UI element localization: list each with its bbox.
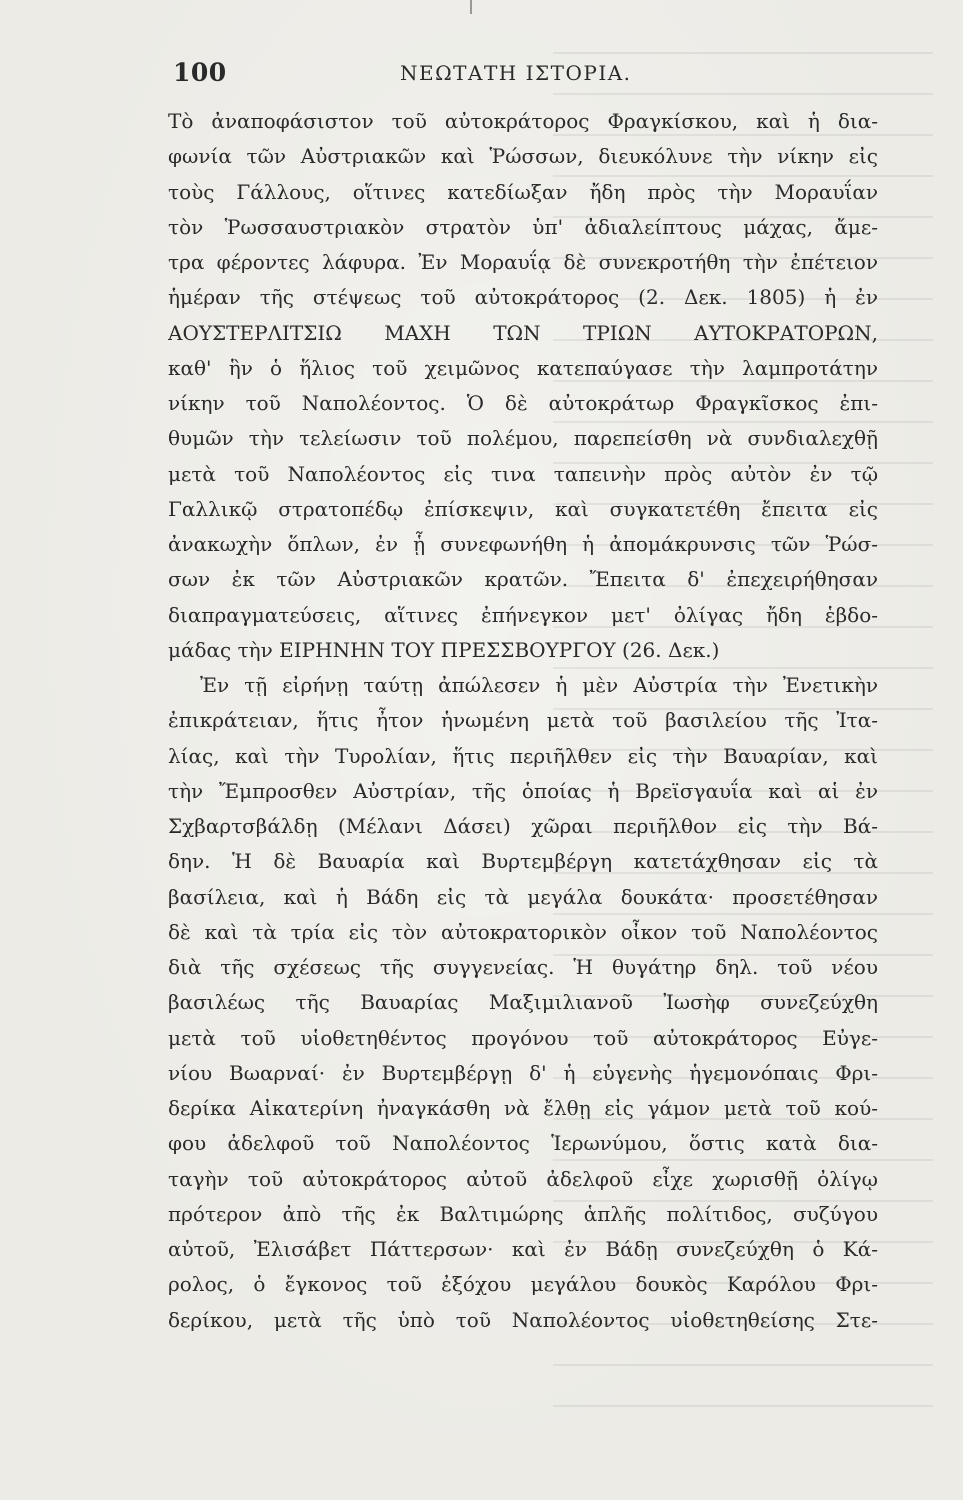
text-line: καθ' ἣν ὁ ἥλιος τοῦ χειμῶνος κατεπαύγασε τὴν λαμπροτάτην [168, 355, 878, 380]
text-line: Σχβαρτσβάλδῃ (Μέλανι Δάσει) χῶραι περιῆλθον εἰς τὴν Βά- [168, 814, 878, 838]
page-number: 100 [173, 58, 227, 87]
text-line: τρα φέροντες λάφυρα. Ἐν Μοραυΐᾳ δὲ συνεκροτήθη τὴν ἐπέτειον [168, 250, 878, 274]
text-line: δερίκου, μετὰ τῆς ὑπὸ τοῦ Ναπολέοντος υἱοθετηθείσης Στε- [168, 1307, 878, 1332]
text-line: ἡμέραν τῆς στέψεως τοῦ αὐτοκράτορος (2. Δεκ. 1805) ἡ ἐν [168, 285, 878, 310]
text-line: μετὰ τοῦ Ναπολέοντος εἰς τινα ταπεινὴν πρὸς αὐτὸν ἐν τῷ [168, 461, 878, 486]
text-line: μάδας τὴν ΕΙΡΗΝΗΝ ΤΟΥ ΠΡΕΣΣΒΟΥΡΓΟΥ (26. Δεκ.) [168, 637, 720, 662]
text-line: δὲ καὶ τὰ τρία εἰς τὸν αὐτοκρατορικὸν οἶκον τοῦ Ναπολέοντος [168, 919, 878, 944]
text-line: δερίκα Αἰκατερίνη ἠναγκάσθη νὰ ἔλθῃ εἰς γάμον μετὰ τοῦ κού- [168, 1096, 878, 1120]
gutter-mark [470, 0, 472, 14]
text-line: τὴν Ἔμπροσθεν Αὐστρίαν, τῆς ὁποίας ἡ Βρεϊσγαυΐα καὶ αἱ ἐν [168, 778, 878, 803]
text-line: δην. Ἡ δὲ Βαυαρία καὶ Βυρτεμβέργη κατετάχθησαν εἰς τὰ [168, 849, 878, 874]
text-line: τοὺς Γάλλους, οἵτινες κατεδίωξαν ἤδη πρὸς τὴν Μοραυΐαν [168, 179, 878, 204]
text-line: σων ἐκ τῶν Αὐστριακῶν κρατῶν. Ἔπειτα δ' ἐπεχειρήθησαν [168, 567, 878, 592]
text-line: ρολος, ὁ ἔγκονος τοῦ ἐξόχου μεγάλου δουκὸς Καρόλου Φρι- [168, 1272, 878, 1297]
text-line: βασιλέως τῆς Βαυαρίας Μαξιμιλιανοῦ Ἰωσὴφ συνεζεύχθη [168, 990, 878, 1015]
text-line: νίου Βωαρναί· ἐν Βυρτεμβέργῃ δ' ἡ εὐγενὴς ἡγεμονόπαις Φρι- [168, 1060, 878, 1085]
text-line: μετὰ τοῦ υἱοθετηθέντος προγόνου τοῦ αὐτοκράτορος Εὐγε- [168, 1025, 878, 1050]
body-text [168, 104, 878, 1338]
text-line: Τὸ ἀναποφάσιστον τοῦ αὐτοκράτορος Φραγκίσκου, καὶ ἡ δια- [168, 109, 878, 133]
text-line: Γαλλικῷ στρατοπέδῳ ἐπίσκεψιν, καὶ συγκατετέθη ἔπειτα εἰς [168, 496, 878, 521]
text-line: ἀνακωχὴν ὅπλων, ἐν ᾗ συνεφωνήθη ἡ ἀπομάκρυνσις τῶν Ῥώσ- [168, 532, 878, 556]
text-line: νίκην τοῦ Ναπολέοντος. Ὁ δὲ αὐτοκράτωρ Φραγκῖσκος ἐπι- [168, 391, 878, 415]
text-line: βασίλεια, καὶ ἡ Βάδη εἰς τὰ μεγάλα δουκάτα· προσετέθησαν [168, 884, 878, 909]
text-line: αὐτοῦ, Ἐλισάβετ Πάττερσων· καὶ ἐν Βάδῃ συνεζεύχθη ὁ Κά- [168, 1237, 878, 1261]
text-line: διὰ τῆς σχέσεως τῆς συγγενείας. Ἡ θυγάτηρ δηλ. τοῦ νέου [168, 955, 878, 979]
text-line: ταγὴν τοῦ αὐτοκράτορος αὐτοῦ ἀδελφοῦ εἶχε χωρισθῇ ὀλίγῳ [168, 1166, 878, 1191]
text-line: φου ἀδελφοῦ τοῦ Ναπολέοντος Ἱερωνύμου, ὅστις κατὰ δια- [168, 1131, 878, 1156]
text-line: τὸν Ῥωσσαυστριακὸν στρατὸν ὑπ' ἀδιαλείπτους μάχας, ἄμε- [168, 214, 878, 239]
text-line: Ἐν τῇ εἰρήνῃ ταύτῃ ἀπώλεσεν ἡ μὲν Αὐστρία τὴν Ἐνετικὴν [200, 673, 878, 697]
text-line: πρότερον ἀπὸ τῆς ἐκ Βαλτιμώρης ἁπλῆς πολίτιδος, συζύγου [168, 1201, 878, 1226]
text-line: λίας, καὶ τὴν Τυρολίαν, ἥτις περιῆλθεν εἰς τὴν Βαυαρίαν, καὶ [168, 743, 878, 768]
text-line: διαπραγματεύσεις, αἵτινες ἐπήνεγκον μετ' ὀλίγας ἤδη ἑβδο- [168, 602, 878, 627]
page-header [168, 58, 868, 92]
text-line: θυμῶν τὴν τελείωσιν τοῦ πολέμου, παρεπείσθη νὰ συνδιαλεχθῇ [168, 426, 878, 451]
text-line: ἐπικράτειαν, ἥτις ἦτον ἡνωμένη μετὰ τοῦ βασιλείου τῆς Ἰτα- [168, 708, 878, 733]
text-line: φωνία τῶν Αὐστριακῶν καὶ Ῥώσσων, διευκόλυνε τὴν νίκην εἰς [168, 144, 878, 169]
text-line: ΑΟΥΣΤΕΡΛΙΤΣΙΩ ΜΑΧΗ ΤΩΝ ΤΡΙΩΝ ΑΥΤΟΚΡΑΤΟΡΩΝ, [168, 320, 878, 345]
running-title: ΝΕΩΤΑΤΗ ΙΣΤΟΡΙΑ. [400, 61, 632, 85]
